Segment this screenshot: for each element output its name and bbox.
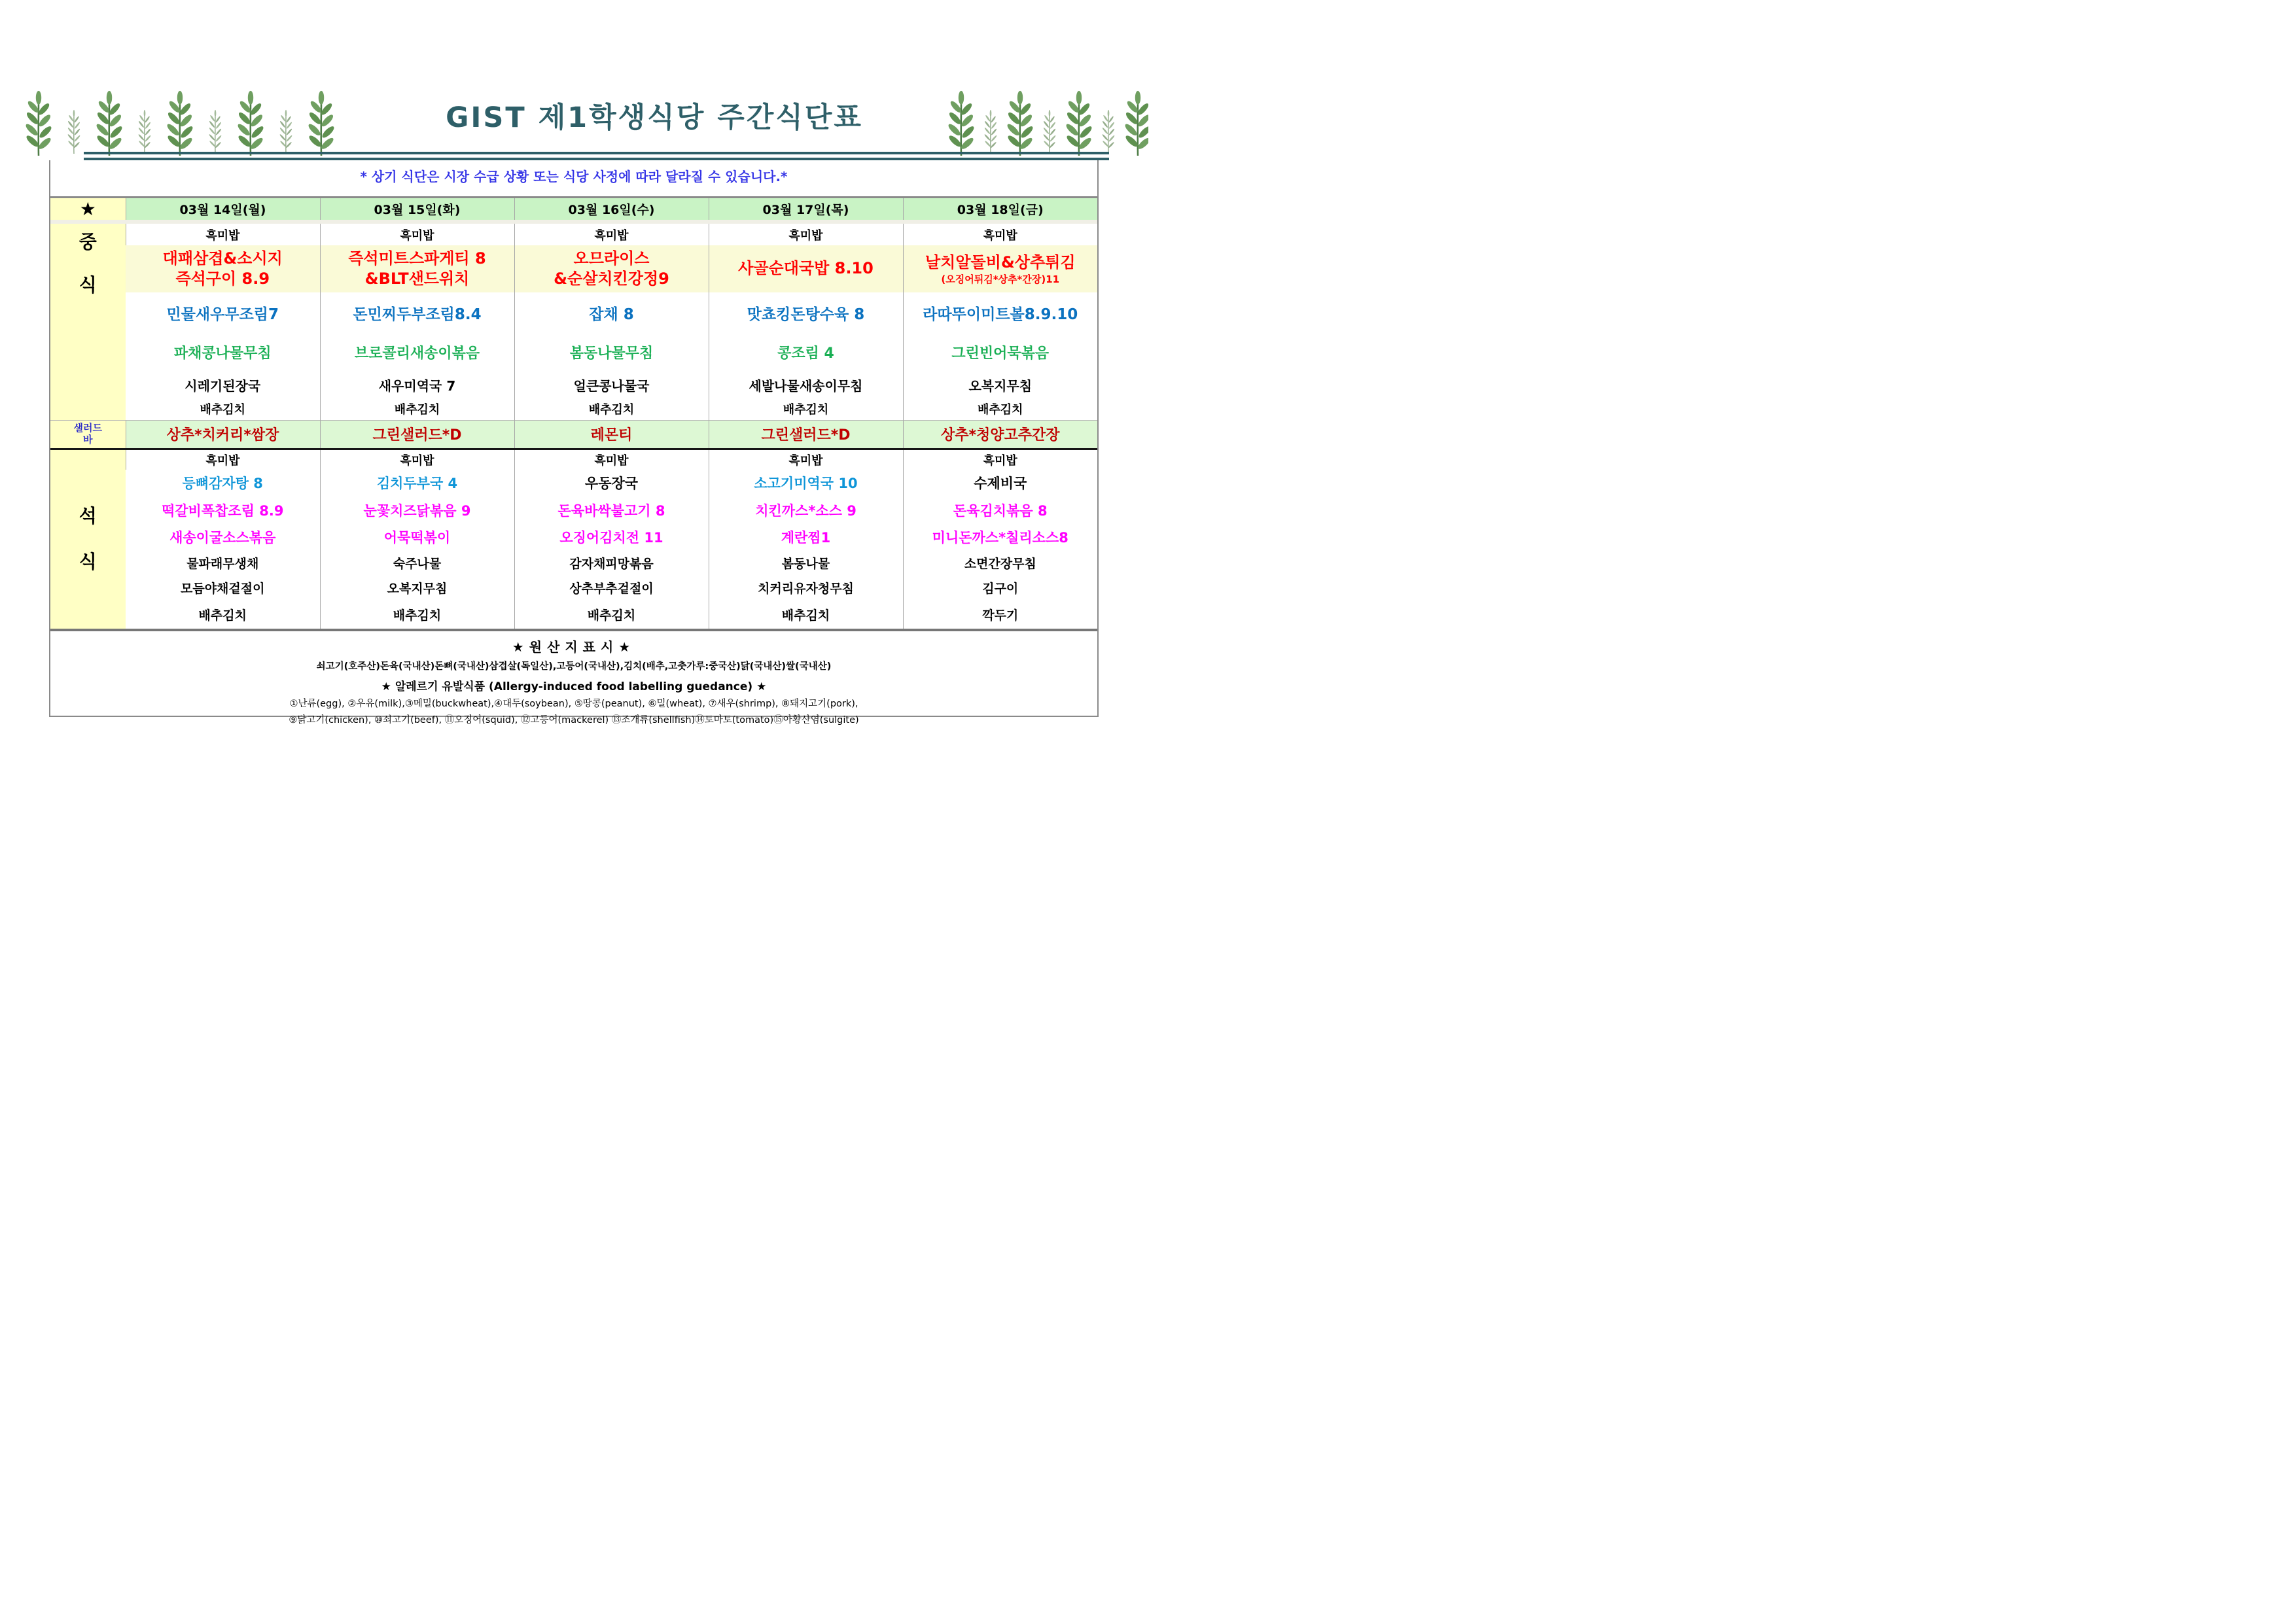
lunch-kimchi-row (50, 398, 1097, 420)
lunch-veg-cell: 그린빈어묵볶음 (903, 333, 1097, 371)
dinner-kimchi-cell: 깍두기 (903, 600, 1097, 630)
leaf-grass-icon (205, 105, 225, 157)
lunch-kimchi-cell: 배추김치 (514, 398, 709, 420)
allergy-line-2: ⑨닭고기(chicken), ⑩쇠고기(beef), ⑪오징어(squid), ⑫고등어(mackerel) ⑬조개류(shellfish)⑭토마토(tomato)⑮아황산염(sulgite) (289, 715, 859, 725)
dinner-rice-cell: 흑미밥 (126, 449, 320, 470)
dinner-side2-cell: 김구이 (903, 575, 1097, 600)
lunch-section-label: 중 식 (50, 222, 126, 420)
leaf-grass-icon (981, 105, 1000, 157)
salad-bar-cell: 상추*청양고추간장 (903, 420, 1097, 449)
page-title: GIST 제1학생식당 주간식단표 (446, 101, 863, 134)
dinner-soup-cell: 수제비국 (903, 470, 1097, 496)
dinner-rice-row (50, 449, 1097, 470)
origin-text: 쇠고기(호주산)돈육(국내산)돈뼈(국내산)삼겹살(독일산),고등어(국내산),김치(배추,고춧가루:중국산)닭(국내산)쌀(국내산) (316, 661, 832, 672)
lunch-stew-cell: 잡채 8 (514, 292, 709, 333)
dinner-side2-row (50, 575, 1097, 600)
lunch-veg-cell: 봄동나물무침 (514, 333, 709, 371)
corner-star: ★ (50, 198, 126, 222)
leaf-grass-icon (135, 105, 154, 157)
dinner-soup-cell: 등뼈감자탕 8 (182, 476, 263, 491)
dinner-side1-cell: 봄동나물 (709, 550, 903, 575)
lunch-rice-cell: 흑미밥 (126, 222, 320, 245)
origin-heading: ★원산지표시★ (512, 639, 636, 655)
dinner-main2-cell: 어묵떡볶이 (320, 524, 514, 550)
dinner-main1-cell: 돈육바싹불고기 8 (514, 496, 709, 524)
leaf-decoration-left (25, 89, 335, 157)
salad-bar-label: 샐러드 바 (50, 420, 126, 449)
dinner-main2-cell: 미니돈까스*칠리소스8 (903, 524, 1097, 550)
leaf-grass-icon (1040, 105, 1059, 157)
lunch-soup-cell: 얼큰콩나물국 (514, 371, 709, 398)
lunch-soup-cell: 오복지무침 (903, 371, 1097, 398)
lunch-soup-cell: 시레기된장국 (185, 377, 261, 394)
dinner-side1-row (50, 550, 1097, 575)
leaf-decoration-right (947, 89, 1148, 157)
dinner-main1-cell: 치킨까스*소스 9 (709, 496, 903, 524)
lunch-veg-cell: 콩조림 4 (709, 333, 903, 371)
lunch-main-cell: 날치알돌비&상추튀김 (오징어튀김*상추*간장)11 (903, 245, 1097, 292)
leaf-branch-icon (1065, 90, 1093, 157)
lunch-rice-cell: 흑미밥 (514, 222, 709, 245)
lunch-soup-row (50, 371, 1097, 398)
dinner-side1-cell: 감자채피망볶음 (514, 550, 709, 575)
date-header-cell: 03월 15일(화) (320, 198, 514, 222)
dinner-rice-cell: 흑미밥 (514, 449, 709, 470)
lunch-veg-cell: 브로콜리새송이볶음 (320, 333, 514, 371)
leaf-branch-icon (25, 90, 52, 157)
salad-bar-cell: 레몬티 (514, 420, 709, 449)
dinner-rice-cell: 흑미밥 (320, 449, 514, 470)
leaf-branch-icon (308, 90, 335, 157)
lunch-soup-cell: 세발나물새송이무침 (709, 371, 903, 398)
lunch-main-row (50, 245, 1097, 292)
dinner-side2-cell: 오복지무침 (320, 575, 514, 600)
dinner-kimchi-cell: 배추김치 (198, 608, 247, 623)
date-header-cell: 03월 14일(월) (126, 198, 320, 222)
allergy-heading: ★ 알레르기 유발식품 (Allergy-induced food labelling guedance) ★ (381, 680, 767, 693)
allergy-line-1: ①난류(egg), ②우유(milk),③메밀(buckwheat),④대두(soybean), ⑤땅콩(peanut), ⑥밀(wheat), ⑦새우(shrimp), ⑧돼지고기(pork), (289, 699, 858, 709)
menu-board (49, 160, 1099, 725)
lunch-kimchi-cell: 배추김치 (320, 398, 514, 420)
menu-page (0, 0, 1148, 812)
dinner-soup-row (50, 470, 1097, 496)
dinner-side1-cell: 물파래무생채 (186, 556, 259, 571)
salad-bar-cell: 그린샐러드*D (320, 420, 514, 449)
leaf-branch-icon (237, 90, 264, 157)
lunch-rice-cell: 흑미밥 (320, 222, 514, 245)
date-header-cell: 03월 16일(수) (514, 198, 709, 222)
lunch-main-cell: 대패삼겹&소시지 즉석구이 8.9 (126, 245, 320, 292)
lunch-stew-cell: 민물새우무조림7 (166, 305, 279, 323)
dinner-side2-cell: 모듬야채겉절이 (181, 581, 265, 596)
dinner-side1-cell: 숙주나물 (320, 550, 514, 575)
salad-bar-cell: 그린샐러드*D (709, 420, 903, 449)
dinner-main1-row (50, 496, 1097, 524)
lunch-kimchi-cell: 배추김치 (709, 398, 903, 420)
leaf-branch-icon (96, 90, 123, 157)
leaf-grass-icon (276, 105, 296, 157)
leaf-branch-icon (166, 90, 194, 157)
title-underline-top (84, 152, 1109, 154)
dinner-main2-cell: 계란찜1 (709, 524, 903, 550)
lunch-main-cell: 오므라이스 &순살치킨강정9 (514, 245, 709, 292)
dinner-rice-cell: 흑미밥 (709, 449, 903, 470)
leaf-branch-icon (1006, 90, 1034, 157)
dinner-side2-cell: 치커리유자청무침 (709, 575, 903, 600)
dinner-kimchi-cell: 배추김치 (514, 600, 709, 630)
leaf-branch-icon (1124, 90, 1148, 157)
dinner-kimchi-cell: 배추김치 (709, 600, 903, 630)
leaf-grass-icon (1099, 105, 1118, 157)
lunch-veg-cell: 파채콩나물무침 (173, 345, 272, 362)
lunch-stew-row (50, 292, 1097, 333)
salad-bar-cell: 상추*치커리*쌈장 (126, 420, 320, 449)
dinner-kimchi-row (50, 600, 1097, 630)
dinner-soup-cell: 김치두부국 4 (320, 470, 514, 496)
dinner-main1-cell: 눈꽃치즈닭볶음 9 (320, 496, 514, 524)
lunch-main-cell: 사골순대국밥 8.10 (709, 245, 903, 292)
lunch-rice-row (50, 222, 1097, 245)
lunch-veg-row (50, 333, 1097, 371)
salad-bar-row (50, 420, 1097, 449)
menu-table (50, 196, 1097, 631)
dinner-main1-cell: 떡갈비폭찹조림 8.9 (161, 502, 284, 519)
footer (50, 637, 1097, 726)
table-header-row (50, 198, 1097, 222)
dinner-main2-cell: 오징어김치전 11 (514, 524, 709, 550)
dinner-main2-row (50, 524, 1097, 550)
date-header-cell: 03월 18일(금) (903, 198, 1097, 222)
dinner-main1-cell: 돈육김치볶음 8 (903, 496, 1097, 524)
lunch-soup-cell: 새우미역국 7 (320, 371, 514, 398)
dinner-kimchi-cell: 배추김치 (320, 600, 514, 630)
dinner-side2-cell: 상추부추겉절이 (514, 575, 709, 600)
lunch-main-cell: 즉석미트스파게티 8 &BLT샌드위치 (320, 245, 514, 292)
dinner-main2-cell: 새송이굴소스볶음 (169, 530, 276, 546)
lunch-stew-cell: 맛쵸킹돈탕수육 8 (709, 292, 903, 333)
leaf-grass-icon (64, 105, 84, 157)
dinner-section-label: 석 식 (50, 449, 126, 630)
lunch-rice-cell: 흑미밥 (709, 222, 903, 245)
lunch-stew-cell: 돈민찌두부조림8.4 (320, 292, 514, 333)
date-header-cell: 03월 17일(목) (709, 198, 903, 222)
lunch-kimchi-cell: 배추김치 (200, 403, 246, 417)
dinner-side1-cell: 소면간장무침 (903, 550, 1097, 575)
page-subtitle: * 상기 식단은 시장 수급 상황 또는 식당 사정에 따라 달라질 수 있습니다.* (360, 169, 788, 184)
dinner-soup-cell: 소고기미역국 10 (709, 470, 903, 496)
lunch-kimchi-cell: 배추김치 (903, 398, 1097, 420)
lunch-stew-cell: 라따뚜이미트볼8.9.10 (903, 292, 1097, 333)
leaf-branch-icon (947, 90, 975, 157)
dinner-soup-cell: 우동장국 (514, 470, 709, 496)
lunch-rice-cell: 흑미밥 (903, 222, 1097, 245)
dinner-rice-cell: 흑미밥 (903, 449, 1097, 470)
